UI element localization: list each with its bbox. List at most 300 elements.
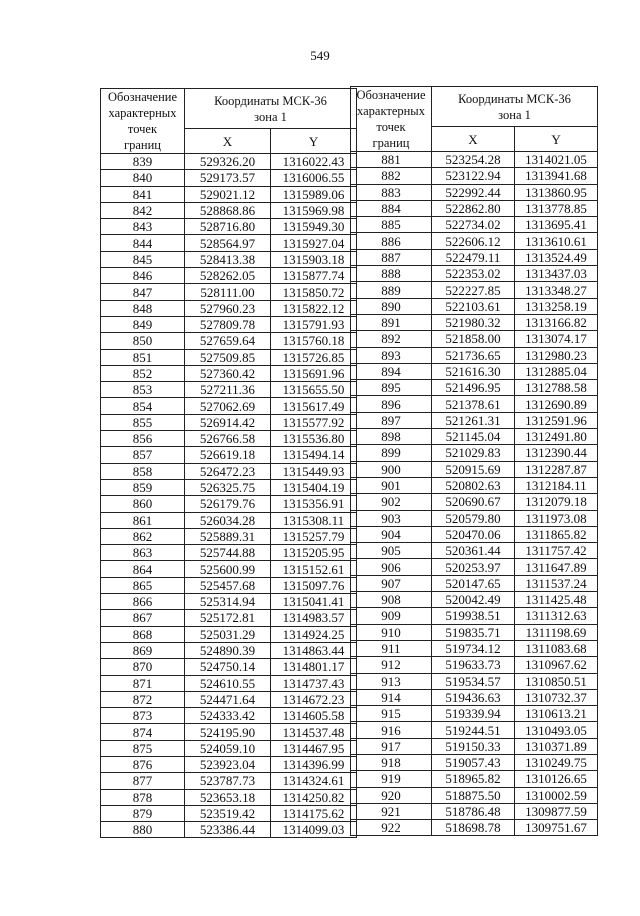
x-coordinate-cell: 526914.42 [185, 414, 271, 430]
point-number-cell: 919 [351, 771, 432, 787]
point-number-cell: 875 [101, 740, 185, 756]
x-coordinate-cell: 525600.99 [185, 561, 271, 577]
y-coordinate-cell: 1315404.19 [271, 479, 357, 495]
table-row [101, 219, 357, 235]
header-line: зона 1 [498, 107, 531, 122]
y-coordinate-cell: 1314672.23 [271, 691, 357, 707]
point-number-cell: 884 [351, 200, 432, 216]
table-row [101, 675, 357, 691]
table-row [101, 479, 357, 495]
header-x: X [185, 129, 271, 154]
table-row [351, 363, 598, 379]
y-coordinate-cell: 1314250.82 [271, 789, 357, 805]
header-coordinates [432, 87, 598, 127]
point-number-cell: 872 [101, 691, 185, 707]
x-coordinate-cell: 527062.69 [185, 398, 271, 414]
point-number-cell: 865 [101, 577, 185, 593]
header-line: характерных [357, 104, 425, 118]
table-row [351, 722, 598, 738]
x-coordinate-cell: 527360.42 [185, 365, 271, 381]
point-number-cell: 918 [351, 754, 432, 770]
table-row [351, 754, 598, 770]
x-coordinate-cell: 519734.12 [432, 640, 515, 656]
coordinates-table-right [350, 86, 598, 836]
table-row [101, 740, 357, 756]
point-number-cell: 867 [101, 610, 185, 626]
x-coordinate-cell: 523386.44 [185, 822, 271, 838]
x-coordinate-cell: 518786.48 [432, 803, 515, 819]
x-coordinate-cell: 519534.57 [432, 673, 515, 689]
point-number-cell: 913 [351, 673, 432, 689]
x-coordinate-cell: 526034.28 [185, 512, 271, 528]
point-number-cell: 853 [101, 382, 185, 398]
x-coordinate-cell: 520915.69 [432, 461, 515, 477]
table-row [351, 380, 598, 396]
x-coordinate-cell: 524471.64 [185, 691, 271, 707]
y-coordinate-cell: 1312788.58 [515, 380, 598, 396]
header-y: Y [271, 129, 357, 154]
y-coordinate-cell: 1313524.49 [515, 249, 598, 265]
table-row [351, 803, 598, 819]
table-row [101, 773, 357, 789]
y-coordinate-cell: 1311537.24 [515, 575, 598, 591]
y-coordinate-cell: 1315494.14 [271, 447, 357, 463]
point-number-cell: 911 [351, 640, 432, 656]
point-number-cell: 910 [351, 624, 432, 640]
table-row [351, 282, 598, 298]
y-coordinate-cell: 1315257.79 [271, 528, 357, 544]
y-coordinate-cell: 1315760.18 [271, 333, 357, 349]
table-row [351, 266, 598, 282]
x-coordinate-cell: 524333.42 [185, 708, 271, 724]
y-coordinate-cell: 1311647.89 [515, 559, 598, 575]
table-row [351, 689, 598, 705]
x-coordinate-cell: 526179.76 [185, 496, 271, 512]
y-coordinate-cell: 1311198.69 [515, 624, 598, 640]
x-coordinate-cell: 520802.63 [432, 477, 515, 493]
y-coordinate-cell: 1315449.93 [271, 463, 357, 479]
x-coordinate-cell: 524059.10 [185, 740, 271, 756]
y-coordinate-cell: 1316006.55 [271, 170, 357, 186]
y-coordinate-cell: 1311425.48 [515, 592, 598, 608]
y-coordinate-cell: 1315356.91 [271, 496, 357, 512]
header-line: точек [376, 120, 406, 134]
x-coordinate-cell: 526766.58 [185, 431, 271, 447]
point-number-cell: 894 [351, 363, 432, 379]
y-coordinate-cell: 1314537.48 [271, 724, 357, 740]
table-row [351, 706, 598, 722]
header-line: Координаты МСК-36 [458, 91, 571, 106]
table-row [101, 805, 357, 821]
point-number-cell: 847 [101, 284, 185, 300]
table-row [351, 771, 598, 787]
table-row [101, 170, 357, 186]
x-coordinate-cell: 520042.49 [432, 592, 515, 608]
x-coordinate-cell: 522479.11 [432, 249, 515, 265]
page-number: 549 [310, 48, 330, 63]
point-number-cell: 900 [351, 461, 432, 477]
x-coordinate-cell: 524890.39 [185, 642, 271, 658]
y-coordinate-cell: 1315577.92 [271, 414, 357, 430]
table-row [101, 822, 357, 838]
table-row [101, 691, 357, 707]
x-coordinate-cell: 522734.02 [432, 217, 515, 233]
y-coordinate-cell: 1311757.42 [515, 543, 598, 559]
table-row [351, 314, 598, 330]
x-coordinate-cell: 524750.14 [185, 659, 271, 675]
point-number-cell: 906 [351, 559, 432, 575]
y-coordinate-cell: 1310613.21 [515, 706, 598, 722]
point-number-cell: 882 [351, 168, 432, 184]
y-coordinate-cell: 1310493.05 [515, 722, 598, 738]
table-row [101, 756, 357, 772]
x-coordinate-cell: 525031.29 [185, 626, 271, 642]
table-body-right [351, 152, 598, 836]
table-row [351, 445, 598, 461]
y-coordinate-cell: 1314467.95 [271, 740, 357, 756]
point-number-cell: 898 [351, 429, 432, 445]
header-point-designation [101, 89, 185, 154]
point-number-cell: 908 [351, 592, 432, 608]
table-row [101, 268, 357, 284]
x-coordinate-cell: 525889.31 [185, 528, 271, 544]
x-coordinate-cell: 527509.85 [185, 349, 271, 365]
y-coordinate-cell: 1313166.82 [515, 314, 598, 330]
point-number-cell: 905 [351, 543, 432, 559]
x-coordinate-cell: 522606.12 [432, 233, 515, 249]
table-row [351, 820, 598, 836]
y-coordinate-cell: 1313348.27 [515, 282, 598, 298]
header-line: характерных [108, 106, 177, 120]
x-coordinate-cell: 522992.44 [432, 184, 515, 200]
point-number-cell: 841 [101, 186, 185, 202]
point-number-cell: 909 [351, 608, 432, 624]
table-row [351, 673, 598, 689]
x-coordinate-cell: 521378.61 [432, 396, 515, 412]
point-number-cell: 859 [101, 479, 185, 495]
x-coordinate-cell: 519938.51 [432, 608, 515, 624]
x-coordinate-cell: 525744.88 [185, 545, 271, 561]
point-number-cell: 881 [351, 152, 432, 168]
y-coordinate-cell: 1315791.93 [271, 316, 357, 332]
x-coordinate-cell: 519436.63 [432, 689, 515, 705]
point-number-cell: 912 [351, 657, 432, 673]
table-row [351, 559, 598, 575]
x-coordinate-cell: 519835.71 [432, 624, 515, 640]
header-line: границ [124, 138, 161, 152]
y-coordinate-cell: 1314605.58 [271, 708, 357, 724]
point-number-cell: 896 [351, 396, 432, 412]
y-coordinate-cell: 1315850.72 [271, 284, 357, 300]
point-number-cell: 876 [101, 756, 185, 772]
header-y: Y [515, 127, 598, 152]
table-row [101, 186, 357, 202]
table-row [351, 592, 598, 608]
x-coordinate-cell: 527809.78 [185, 316, 271, 332]
x-coordinate-cell: 528262.05 [185, 268, 271, 284]
x-coordinate-cell: 527960.23 [185, 300, 271, 316]
point-number-cell: 890 [351, 298, 432, 314]
table-row [351, 429, 598, 445]
y-coordinate-cell: 1314396.99 [271, 756, 357, 772]
table-row [351, 608, 598, 624]
x-coordinate-cell: 523653.18 [185, 789, 271, 805]
y-coordinate-cell: 1311973.08 [515, 510, 598, 526]
table-row [351, 331, 598, 347]
x-coordinate-cell: 523254.28 [432, 152, 515, 168]
point-number-cell: 855 [101, 414, 185, 430]
point-number-cell: 891 [351, 314, 432, 330]
point-number-cell: 854 [101, 398, 185, 414]
y-coordinate-cell: 1315927.04 [271, 235, 357, 251]
point-number-cell: 893 [351, 347, 432, 363]
x-coordinate-cell: 519339.94 [432, 706, 515, 722]
point-number-cell: 868 [101, 626, 185, 642]
x-coordinate-cell: 528111.00 [185, 284, 271, 300]
x-coordinate-cell: 523519.42 [185, 805, 271, 821]
point-number-cell: 907 [351, 575, 432, 591]
x-coordinate-cell: 528564.97 [185, 235, 271, 251]
y-coordinate-cell: 1314737.43 [271, 675, 357, 691]
y-coordinate-cell: 1314924.25 [271, 626, 357, 642]
x-coordinate-cell: 520470.06 [432, 526, 515, 542]
x-coordinate-cell: 520579.80 [432, 510, 515, 526]
y-coordinate-cell: 1314099.03 [271, 822, 357, 838]
table-row [101, 316, 357, 332]
x-coordinate-cell: 520253.97 [432, 559, 515, 575]
point-number-cell: 844 [101, 235, 185, 251]
table-row [351, 526, 598, 542]
table-header-row [351, 87, 598, 127]
x-coordinate-cell: 523122.94 [432, 168, 515, 184]
point-number-cell: 866 [101, 594, 185, 610]
y-coordinate-cell: 1315949.30 [271, 219, 357, 235]
point-number-cell: 916 [351, 722, 432, 738]
table-row [101, 431, 357, 447]
point-number-cell: 860 [101, 496, 185, 512]
x-coordinate-cell: 522353.02 [432, 266, 515, 282]
y-coordinate-cell: 1314801.17 [271, 659, 357, 675]
table-row [351, 200, 598, 216]
x-coordinate-cell: 519633.73 [432, 657, 515, 673]
x-coordinate-cell: 520147.65 [432, 575, 515, 591]
table-row [351, 298, 598, 314]
y-coordinate-cell: 1313258.19 [515, 298, 598, 314]
header-line: точек [127, 122, 158, 136]
header-point-designation [351, 87, 432, 152]
table-row [351, 787, 598, 803]
header-line: границ [372, 136, 410, 150]
y-coordinate-cell: 1314021.05 [515, 152, 598, 168]
x-coordinate-cell: 518965.82 [432, 771, 515, 787]
y-coordinate-cell: 1312885.04 [515, 363, 598, 379]
x-coordinate-cell: 527211.36 [185, 382, 271, 398]
point-number-cell: 885 [351, 217, 432, 233]
x-coordinate-cell: 522227.85 [432, 282, 515, 298]
y-coordinate-cell: 1315726.85 [271, 349, 357, 365]
table-row [101, 251, 357, 267]
y-coordinate-cell: 1310126.65 [515, 771, 598, 787]
table-row [351, 510, 598, 526]
point-number-cell: 862 [101, 528, 185, 544]
table-row [351, 543, 598, 559]
header-line: Обозначение [356, 88, 426, 102]
point-number-cell: 851 [101, 349, 185, 365]
x-coordinate-cell: 528716.80 [185, 219, 271, 235]
table-row [101, 545, 357, 561]
x-coordinate-cell: 528868.86 [185, 202, 271, 218]
x-coordinate-cell: 529173.57 [185, 170, 271, 186]
y-coordinate-cell: 1312287.87 [515, 461, 598, 477]
point-number-cell: 889 [351, 282, 432, 298]
table-row [351, 412, 598, 428]
table-row [101, 382, 357, 398]
point-number-cell: 840 [101, 170, 185, 186]
point-number-cell: 903 [351, 510, 432, 526]
table-row [351, 217, 598, 233]
x-coordinate-cell: 520690.67 [432, 494, 515, 510]
point-number-cell: 883 [351, 184, 432, 200]
x-coordinate-cell: 521496.95 [432, 380, 515, 396]
x-coordinate-cell: 525314.94 [185, 594, 271, 610]
x-coordinate-cell: 525172.81 [185, 610, 271, 626]
table-row [101, 561, 357, 577]
point-number-cell: 886 [351, 233, 432, 249]
table-row [351, 184, 598, 200]
table-row [351, 477, 598, 493]
x-coordinate-cell: 524195.90 [185, 724, 271, 740]
x-coordinate-cell: 519244.51 [432, 722, 515, 738]
point-number-cell: 892 [351, 331, 432, 347]
table-row [101, 414, 357, 430]
x-coordinate-cell: 525457.68 [185, 577, 271, 593]
table-row [101, 577, 357, 593]
point-number-cell: 871 [101, 675, 185, 691]
table-row [101, 349, 357, 365]
point-number-cell: 917 [351, 738, 432, 754]
x-coordinate-cell: 527659.64 [185, 333, 271, 349]
x-coordinate-cell: 526325.75 [185, 479, 271, 495]
table-row [351, 494, 598, 510]
table-row [101, 610, 357, 626]
y-coordinate-cell: 1313778.85 [515, 200, 598, 216]
header-line: Координаты МСК-36 [214, 93, 327, 108]
header-x: X [432, 127, 515, 152]
y-coordinate-cell: 1310249.75 [515, 754, 598, 770]
point-number-cell: 914 [351, 689, 432, 705]
x-coordinate-cell: 521261.31 [432, 412, 515, 428]
point-number-cell: 852 [101, 365, 185, 381]
point-number-cell: 848 [101, 300, 185, 316]
y-coordinate-cell: 1315877.74 [271, 268, 357, 284]
table-row [101, 398, 357, 414]
point-number-cell: 842 [101, 202, 185, 218]
point-number-cell: 901 [351, 477, 432, 493]
y-coordinate-cell: 1315097.76 [271, 577, 357, 593]
table-row [101, 154, 357, 170]
header-coordinates [185, 89, 357, 129]
y-coordinate-cell: 1315969.98 [271, 202, 357, 218]
table-row [351, 624, 598, 640]
y-coordinate-cell: 1315691.96 [271, 365, 357, 381]
point-number-cell: 869 [101, 642, 185, 658]
x-coordinate-cell: 529326.20 [185, 154, 271, 170]
x-coordinate-cell: 518875.50 [432, 787, 515, 803]
table-row [101, 724, 357, 740]
x-coordinate-cell: 519150.33 [432, 738, 515, 754]
y-coordinate-cell: 1313695.41 [515, 217, 598, 233]
y-coordinate-cell: 1315989.06 [271, 186, 357, 202]
y-coordinate-cell: 1313610.61 [515, 233, 598, 249]
y-coordinate-cell: 1315822.12 [271, 300, 357, 316]
table-row [351, 461, 598, 477]
y-coordinate-cell: 1312184.11 [515, 477, 598, 493]
point-number-cell: 863 [101, 545, 185, 561]
table-row [101, 300, 357, 316]
table-row [351, 738, 598, 754]
point-number-cell: 843 [101, 219, 185, 235]
point-number-cell: 887 [351, 249, 432, 265]
coordinates-table-left [100, 88, 357, 838]
point-number-cell: 888 [351, 266, 432, 282]
point-number-cell: 839 [101, 154, 185, 170]
table-row [101, 512, 357, 528]
point-number-cell: 878 [101, 789, 185, 805]
y-coordinate-cell: 1309751.67 [515, 820, 598, 836]
table-row [351, 347, 598, 363]
y-coordinate-cell: 1315536.80 [271, 431, 357, 447]
y-coordinate-cell: 1313860.95 [515, 184, 598, 200]
x-coordinate-cell: 522862.80 [432, 200, 515, 216]
y-coordinate-cell: 1314983.57 [271, 610, 357, 626]
table-row [101, 594, 357, 610]
table-row [351, 233, 598, 249]
y-coordinate-cell: 1312079.18 [515, 494, 598, 510]
y-coordinate-cell: 1315308.11 [271, 512, 357, 528]
x-coordinate-cell: 526619.18 [185, 447, 271, 463]
y-coordinate-cell: 1314863.44 [271, 642, 357, 658]
x-coordinate-cell: 521616.30 [432, 363, 515, 379]
y-coordinate-cell: 1310850.51 [515, 673, 598, 689]
point-number-cell: 899 [351, 445, 432, 461]
y-coordinate-cell: 1310732.37 [515, 689, 598, 705]
point-number-cell: 904 [351, 526, 432, 542]
x-coordinate-cell: 521858.00 [432, 331, 515, 347]
point-number-cell: 850 [101, 333, 185, 349]
table-header-row [101, 89, 357, 129]
y-coordinate-cell: 1310967.62 [515, 657, 598, 673]
table-row [101, 235, 357, 251]
table-row [101, 202, 357, 218]
table-row [351, 575, 598, 591]
x-coordinate-cell: 520361.44 [432, 543, 515, 559]
point-number-cell: 857 [101, 447, 185, 463]
y-coordinate-cell: 1310371.89 [515, 738, 598, 754]
y-coordinate-cell: 1311865.82 [515, 526, 598, 542]
y-coordinate-cell: 1312591.96 [515, 412, 598, 428]
x-coordinate-cell: 521980.32 [432, 314, 515, 330]
table-row [351, 168, 598, 184]
point-number-cell: 877 [101, 773, 185, 789]
y-coordinate-cell: 1312491.80 [515, 429, 598, 445]
y-coordinate-cell: 1312390.44 [515, 445, 598, 461]
y-coordinate-cell: 1315152.61 [271, 561, 357, 577]
table-row [101, 528, 357, 544]
table-row [101, 333, 357, 349]
point-number-cell: 874 [101, 724, 185, 740]
x-coordinate-cell: 523923.04 [185, 756, 271, 772]
table-row [101, 447, 357, 463]
